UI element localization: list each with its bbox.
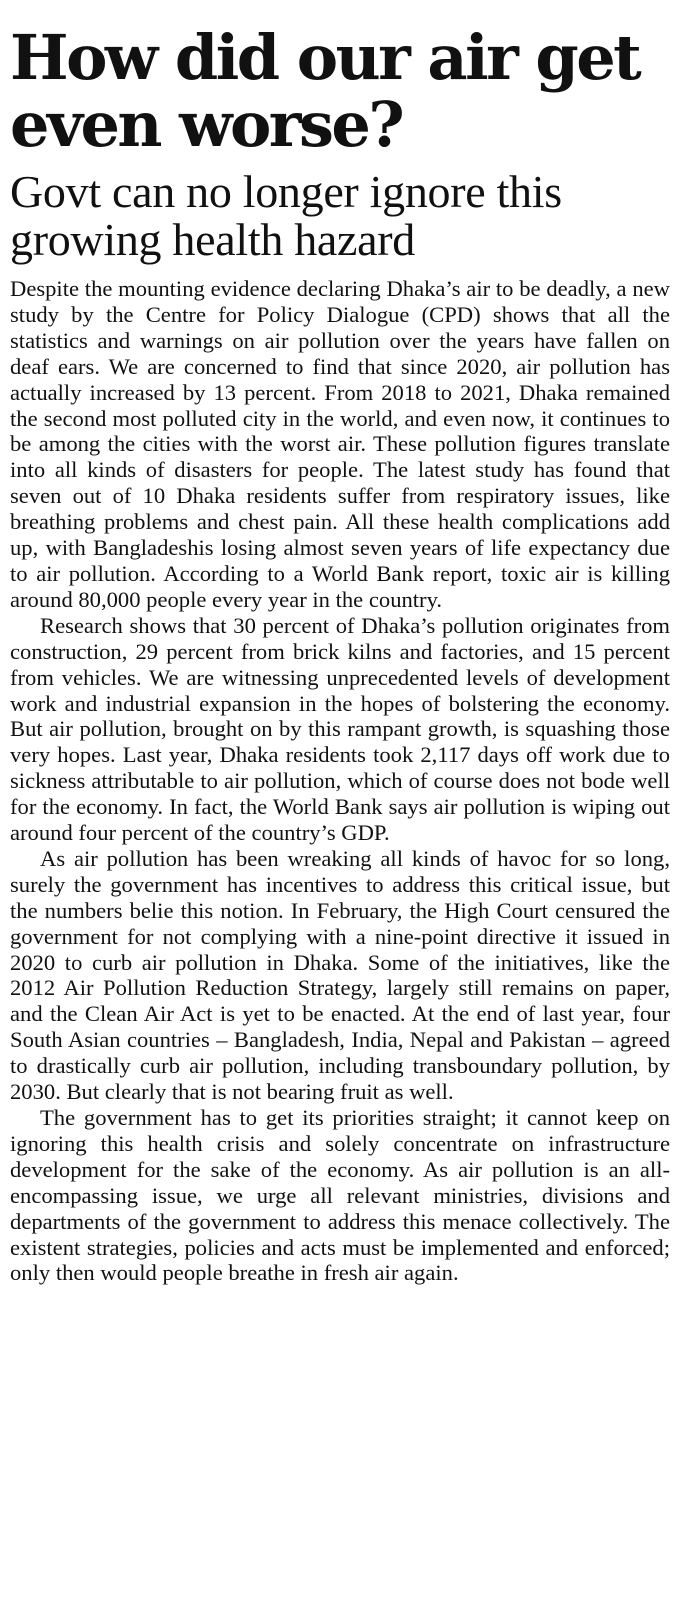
- body-paragraph-2: Research shows that 30 percent of Dhaka’s pollution originates from construction, 29 percent from brick kilns and factories, and 15 percent from vehicles. We are witnessing unprecedented levels of development work and industrial expansion in the hopes of bolstering the economy. But air pollution, brought on by this rampant growth, is squashing those very hopes. Last year, Dhaka residents took 2,117 days off work due to sickness attributable to air pollution, which of course does not bode well for the economy. In fact, the World Bank says air pollution is wiping out around four percent of the country’s GDP.: [10, 612, 670, 846]
- headline: How did our air get even worse?: [10, 21, 640, 161]
- body-paragraph-4: The government has to get its priorities straight; it cannot keep on ignoring this health crisis and solely concentrate on infrastructure development for the sake of the economy. As air pollution is an all-encompassing issue, we urge all relevant ministries, divisions and departments of the government to address this menace collectively. The existent strategies, policies and acts must be implemented and enforced; only then would people breathe in fresh air again.: [10, 1105, 670, 1286]
- editorial-article: [10, 21, 670, 1286]
- body-paragraph-3: As air pollution has been wreaking all kinds of havoc for so long, surely the government has incentives to address this critical issue, but the numbers belie this notion. In February, the High Court censured the government for not complying with a nine-point directive it issued in 2020 to curb air pollution in Dhaka. Some of the initiatives, like the 2012 Air Pollution Reduction Strategy, largely still remains on paper, and the Clean Air Act is yet to be enacted. At the end of last year, four South Asian countries – Bangladesh, India, Nepal and Pakistan – agreed to drastically curb air pollution, including transboundary pollution, by 2030. But clearly that is not bearing fruit as well.: [10, 845, 670, 1105]
- article-body: [10, 276, 670, 1286]
- body-paragraph-1: Despite the mounting evidence declaring Dhaka’s air to be deadly, a new study by the Centre for Policy Dialogue (CPD) shows that all the statistics and warnings on air pollution over the years have fallen on deaf ears. We are concerned to find that since 2020, air pollution has actually increased by 13 percent. From 2018 to 2021, Dhaka remained the second most polluted city in the world, and even now, it continues to be among the cities with the worst air. These pollution figures translate into all kinds of disasters for people. The latest study has found that seven out of 10 Dhaka residents suffer from respiratory issues, like breathing problems and chest pain. All these health complications add up, with Bangladeshis losing almost seven years of life expectancy due to air pollution. According to a World Bank report, toxic air is killing around 80,000 people every year in the country.: [10, 276, 670, 612]
- subheadline: Govt can no longer ignore this growing health hazard: [10, 166, 562, 265]
